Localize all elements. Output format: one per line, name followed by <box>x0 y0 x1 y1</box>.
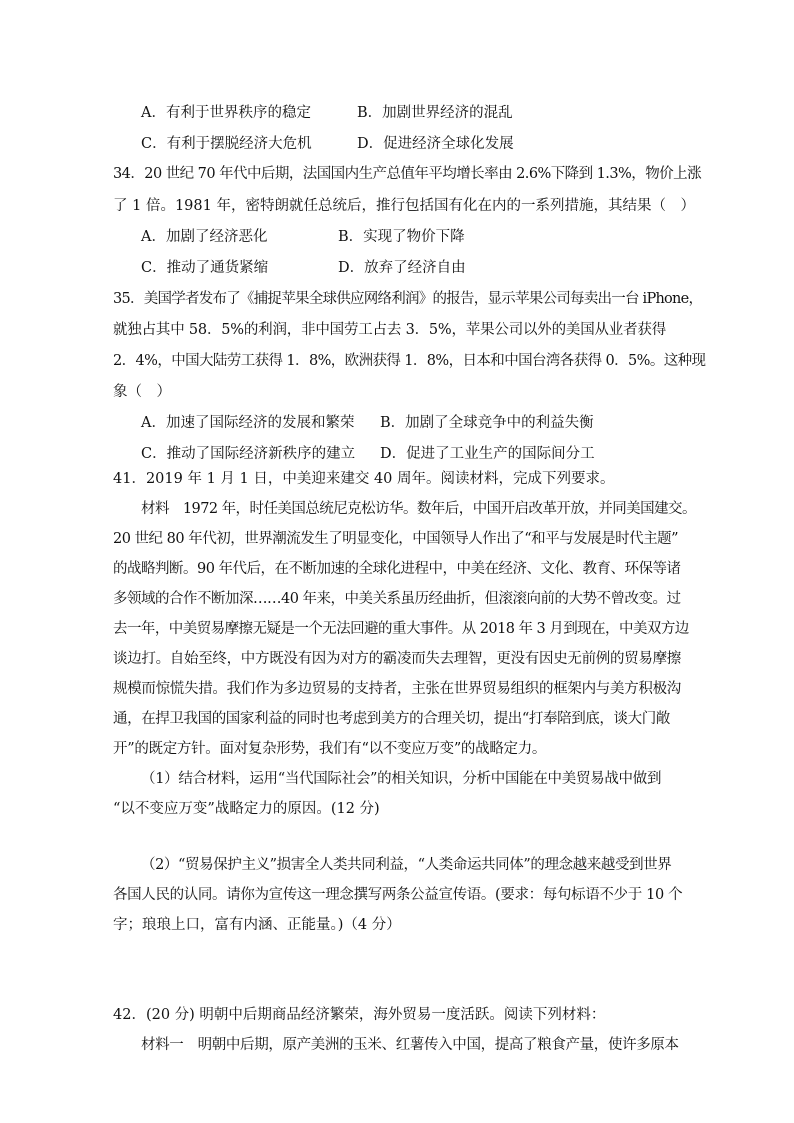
q35-option-d: D．促进了工业生产的国际间分工 <box>380 446 595 462</box>
q41-sub2-line-1: （2）“贸易保护主义”损害全人类共同利益，“人类命运共同体”的理念越来越受到世界 <box>141 857 672 873</box>
q41-material-line-5: 去一年，中美贸易摩擦无疑是一个无法回避的重大事件。从 2018 年 3 月到现在，中美双方边 <box>113 621 689 637</box>
q41-sub2-line-2: 各国人民的认同。请你为宣传这一理念撰写两条公益宣传语。(要求：每句标语不少于 10 个 <box>113 887 683 903</box>
q41-material-line-9: 开”的既定方针。面对复杂形势，我们有“以不变应万变”的战略定力。 <box>113 741 547 757</box>
q34-option-c: C．推动了通货紧缩 <box>141 260 269 276</box>
q41-stem-line-1: 41．2019 年 1 月 1 日，中美迎来建交 40 周年。阅读材料，完成下列要求。 <box>113 471 615 487</box>
q33-option-c: C．有利于摆脱经济大危机 <box>141 136 312 152</box>
q33-option-b: B．加剧世界经济的混乱 <box>357 105 513 121</box>
q41-material-line-7: 规模而惊慌失措。我们作为多边贸易的支持者，主张在世界贸易组织的框架内与美方积极沟 <box>113 681 681 697</box>
q41-material-line-6: 谈边打。自始至终，中方既没有因为对方的霸凌而失去理智，更没有因史无前例的贸易摩擦 <box>113 651 681 667</box>
q33-option-a: A．有利于世界秩序的稳定 <box>141 105 311 121</box>
q41-material-line-1: 材料 1972 年，时任美国总统尼克松访华。数年后，中国开启改革开放，并同美国建交。 <box>141 501 696 517</box>
q35-option-a: A．加速了国际经济的发展和繁荣 <box>141 415 355 431</box>
q41-sub1-line-1: （1）结合材料，运用“当代国际社会”的相关知识，分析中国能在中美贸易战中做到 <box>141 771 662 787</box>
q35-stem-line-4: 象（ ） <box>113 384 171 400</box>
q33-option-d: D．促进经济全球化发展 <box>357 136 514 152</box>
q34-option-a: A．加剧了经济恶化 <box>141 229 268 245</box>
q35-stem-line-3: 2．4%，中国大陆劳工获得 1．8%，欧洲获得 1．8%，日本和中国台湾各获得 0．5%。这种现 <box>113 353 706 369</box>
q35-option-b: B．加剧了全球竞争中的利益失衡 <box>380 415 594 431</box>
q41-material-line-4: 多领域的合作不断加深……40 年来，中美关系虽历经曲折，但滚滚向前的大势不曾改变。过 <box>113 591 681 607</box>
q35-stem-line-1: 35．美国学者发布了《捕捉苹果全球供应网络利润》的报告，显示苹果公司每卖出一台 iPhone， <box>113 291 703 307</box>
q34-stem-line-2: 了 1 倍。1981 年，密特朗就任总统后，推行包括国有化在内的一系列措施，其结果（ ） <box>113 198 695 214</box>
q34-option-b: B．实现了物价下降 <box>338 229 465 245</box>
q41-material-line-8: 通，在捍卫我国的国家利益的同时也考虑到美方的合理关切，提出“打奉陪到底，谈大门敞 <box>113 711 670 727</box>
q42-material-line-1: 材料一 明朝中后期，原产美洲的玉米、红薯传入中国，提高了粮食产量，使许多原本 <box>141 1037 679 1053</box>
q35-stem-line-2: 就独占其中 58．5%的利润，非中国劳工占去 3．5%，苹果公司以外的美国从业者获得 <box>113 322 666 338</box>
q35-option-c: C．推动了国际经济新秩序的建立 <box>141 446 356 462</box>
q42-stem-line-1: 42．(20 分) 明朝中后期商品经济繁荣，海外贸易一度活跃。阅读下列材料： <box>113 1007 606 1023</box>
q34-stem-line-1: 34．20 世纪 70 年代中后期，法国国内生产总值年平均增长率由 2.6%下降到 1.3%，物价上涨 <box>113 166 702 182</box>
q41-sub2-line-3: 字；琅琅上口，富有内涵、正能量。)（4 分） <box>113 917 401 933</box>
q41-material-line-3: 的战略判断。90 年代后，在不断加速的全球化进程中，中美在经济、文化、教育、环保等诸 <box>113 561 681 577</box>
q41-sub1-line-2: “以不变应万变”战略定力的原因。(12 分) <box>113 801 380 817</box>
q34-option-d: D．放弃了经济自由 <box>338 260 466 276</box>
q41-material-line-2: 20 世纪 80 年代初，世界潮流发生了明显变化，中国领导人作出了“和平与发展是时代主题” <box>113 531 679 547</box>
